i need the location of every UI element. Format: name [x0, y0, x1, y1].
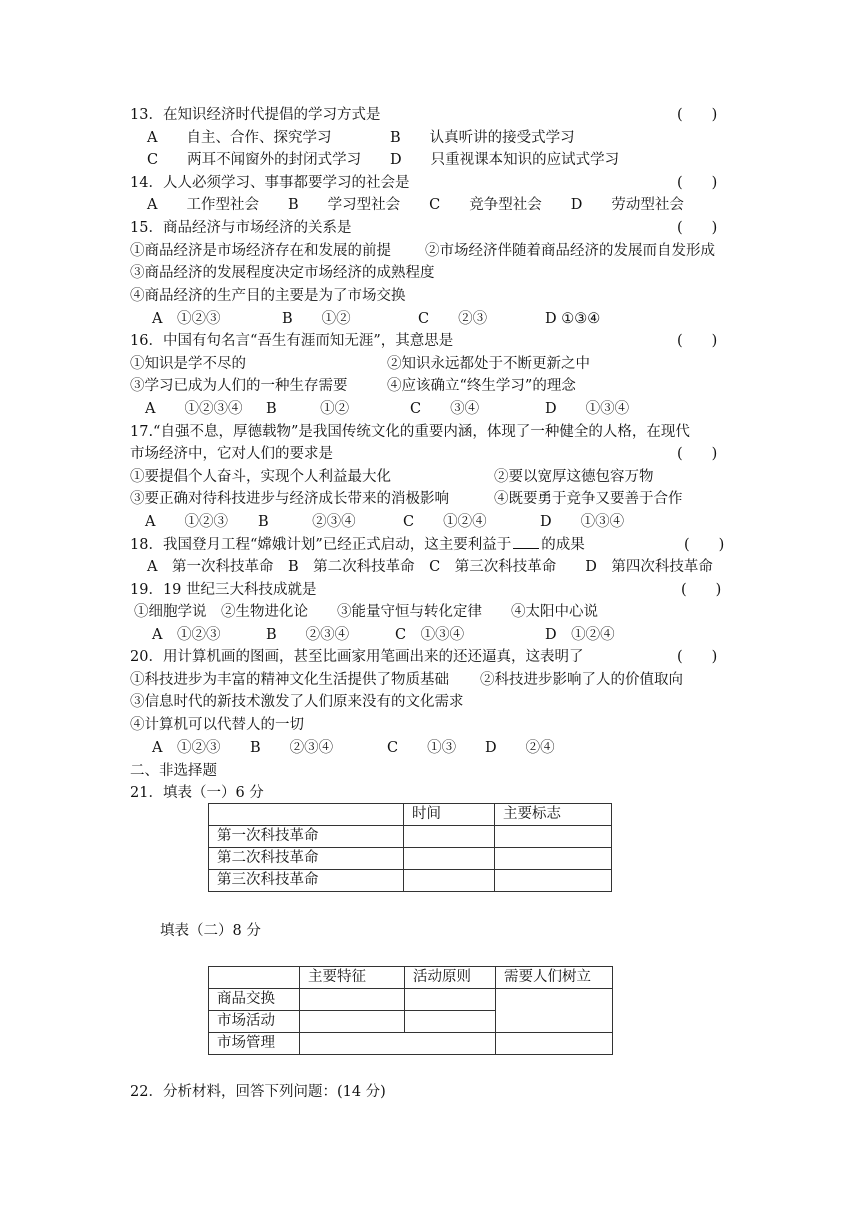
q18-options: A 第一次科技革命 B 第二次科技革命 C 第三次科技革命 D 第四次科技革命: [147, 559, 713, 575]
q19-option-d: D ①②④: [545, 627, 615, 643]
q16-statement-4: ④应该确立“终生学习”的理念: [387, 378, 576, 394]
q21-table1-title: 21．填表（一）6 分: [130, 785, 264, 801]
table-row-label: 商品交换: [209, 989, 300, 1011]
q16-statement-3: ③学习已成为人们的一种生存需要: [130, 378, 348, 394]
q16-option-c: C ③④: [410, 401, 480, 417]
q17-stem-line1: 17.“自强不息，厚德载物”是我国传统文化的重要内涵，体现了一种健全的人格，在现代: [130, 424, 690, 440]
q16-statement-1: ①知识是学不尽的: [130, 356, 246, 372]
table-cell: [209, 967, 300, 989]
table-row-label: 第三次科技革命: [209, 870, 404, 892]
q17-answer-paren: ( ): [677, 446, 718, 462]
q15-option-c: C ②③: [418, 311, 488, 327]
q13-option-c: C 两耳不闻窗外的封闭式学习: [147, 152, 362, 168]
table-cell-empty[interactable]: [496, 1033, 613, 1055]
q19-answer-paren: ( ): [681, 582, 722, 598]
q20-option-d: D ②④: [485, 740, 555, 756]
table-cell-empty[interactable]: [404, 848, 495, 870]
q15-answer-paren: ( ): [677, 220, 718, 236]
table-header-to-establish: 需要人们树立: [496, 967, 613, 989]
q20-option-b: B ②③④: [250, 740, 334, 756]
q19-option-c: C ①③④: [395, 627, 465, 643]
q14-answer-paren: ( ): [677, 175, 718, 191]
q17-statement-3: ③要正确对待科技进步与经济成长带来的消极影响: [130, 491, 449, 507]
q20-statement-1: ①科技进步为丰富的精神文化生活提供了物质基础: [130, 672, 449, 688]
table-header-principles: 活动原则: [405, 967, 496, 989]
section-heading-non-choice: 二、非选择题: [130, 763, 217, 779]
q13-stem: 13．在知识经济时代提倡的学习方式是: [130, 107, 381, 123]
q19-option-a: A ①②③: [152, 627, 221, 643]
table-row: [209, 870, 612, 892]
q16-option-b: B ①②: [266, 401, 350, 417]
q20-option-c: C ①③: [387, 740, 457, 756]
table-row-label: 第一次科技革命: [209, 826, 404, 848]
table-row: [209, 989, 613, 1011]
q20-statement-2: ②科技进步影响了人的价值取向: [480, 672, 683, 688]
table-header-main-features: 主要特征: [300, 967, 405, 989]
q17-option-d: D ①③④: [540, 514, 625, 530]
q18-fill-blank: [513, 534, 539, 549]
q22-stem: 22．分析材料，回答下列问题：(14 分): [130, 1084, 386, 1100]
q20-option-a: A ①②③: [152, 740, 221, 756]
q17-statement-1: ①要提倡个人奋斗，实现个人利益最大化: [130, 469, 391, 485]
table-cell-empty[interactable]: [495, 826, 612, 848]
table-header-main-sign: 主要标志: [495, 804, 612, 826]
q15-option-d: D ①③④: [545, 311, 601, 327]
q18-stem-pre: 18．我国登月工程“嫦娥计划”已经正式启动，这主要利益于: [130, 537, 512, 553]
table-cell-empty[interactable]: [495, 870, 612, 892]
table-cell-empty[interactable]: [300, 1033, 496, 1055]
q15-option-b: B ①②: [282, 311, 351, 327]
q17-statement-4: ④既要勇于竞争又要善于合作: [494, 491, 683, 507]
q17-stem-line2: 市场经济中，它对人们的要求是: [130, 446, 333, 462]
table-cell-empty[interactable]: [495, 848, 612, 870]
q15-stem: 15．商品经济与市场经济的关系是: [130, 220, 352, 236]
q19-stem: 19．19 世纪三大科技成就是: [130, 582, 317, 598]
q13-answer-paren: ( ): [677, 107, 718, 123]
q20-statement-4: ④计算机可以代替人的一切: [130, 717, 304, 733]
q13-option-a: A 自主、合作、探究学习: [147, 130, 332, 146]
table-cell-empty[interactable]: [404, 870, 495, 892]
q14-stem: 14．人人必须学习、事事都要学习的社会是: [130, 175, 410, 191]
table-cell-empty[interactable]: [404, 826, 495, 848]
q16-statement-2: ②知识永远都处于不断更新之中: [387, 356, 590, 372]
q19-items: ①细胞学说 ②生物进化论 ③能量守恒与转化定律 ④太阳中心说: [134, 604, 598, 620]
q20-statement-3: ③信息时代的新技术激发了人们原来没有的文化需求: [130, 694, 464, 710]
table-row: [209, 826, 612, 848]
table-cell-empty[interactable]: [300, 1011, 405, 1033]
table-cell-empty[interactable]: [405, 989, 496, 1011]
q19-option-b: B ②③④: [266, 627, 350, 643]
q13-option-b: B 认真听讲的接受式学习: [390, 130, 575, 146]
q17-option-b: B ②③④: [258, 514, 356, 530]
q20-stem: 20．用计算机画的图画，甚至比画家用笔画出来的还还逼真，这表明了: [130, 649, 584, 665]
q17-option-a: A ①②③: [145, 514, 228, 530]
table-row-label: 第二次科技革命: [209, 848, 404, 870]
q17-option-c: C ①②④: [403, 514, 487, 530]
table-cell-empty[interactable]: [496, 989, 613, 1033]
table-row: [209, 848, 612, 870]
q15-statement-1: ①商品经济是市场经济存在和发展的前提: [130, 243, 391, 259]
table-row-label: 市场管理: [209, 1033, 300, 1055]
table-cell-empty[interactable]: [405, 1011, 496, 1033]
q18-stem-post: 的成果: [541, 537, 585, 553]
q15-statement-2: ②市场经济伴随着商品经济的发展而自发形成: [425, 243, 715, 259]
q17-statement-2: ②要以宽厚这德包容万物: [494, 469, 654, 485]
q14-options: A 工作型社会 B 学习型社会 C 竞争型社会 D 劳动型社会: [147, 197, 684, 213]
q21-table2: [208, 966, 613, 1055]
q18-answer-paren: ( ): [684, 537, 725, 553]
q18-stem: [130, 534, 585, 556]
table-row: [209, 804, 612, 826]
q21-table2-title: 填表（二）8 分: [160, 923, 261, 939]
q13-option-d: D 只重视课本知识的应试式学习: [390, 152, 620, 168]
table-row: [209, 1033, 613, 1055]
table-cell: [209, 804, 404, 826]
q15-option-a: A ①②③: [152, 311, 221, 327]
table-row-label: 市场活动: [209, 1011, 300, 1033]
q16-option-d: D ①③④: [545, 401, 630, 417]
q20-answer-paren: ( ): [677, 649, 718, 665]
table-cell-empty[interactable]: [300, 989, 405, 1011]
q15-statement-4: ④商品经济的生产目的主要是为了市场交换: [130, 288, 406, 304]
q21-table1: [208, 803, 612, 892]
q16-answer-paren: ( ): [677, 333, 718, 349]
table-row: [209, 967, 613, 989]
q15-statement-3: ③商品经济的发展程度决定市场经济的成熟程度: [130, 265, 435, 281]
q16-stem: 16．中国有句名言“吾生有涯而知无涯”，其意思是: [130, 333, 454, 349]
q16-option-a: A ①②③④: [145, 401, 243, 417]
table-header-time: 时间: [404, 804, 495, 826]
